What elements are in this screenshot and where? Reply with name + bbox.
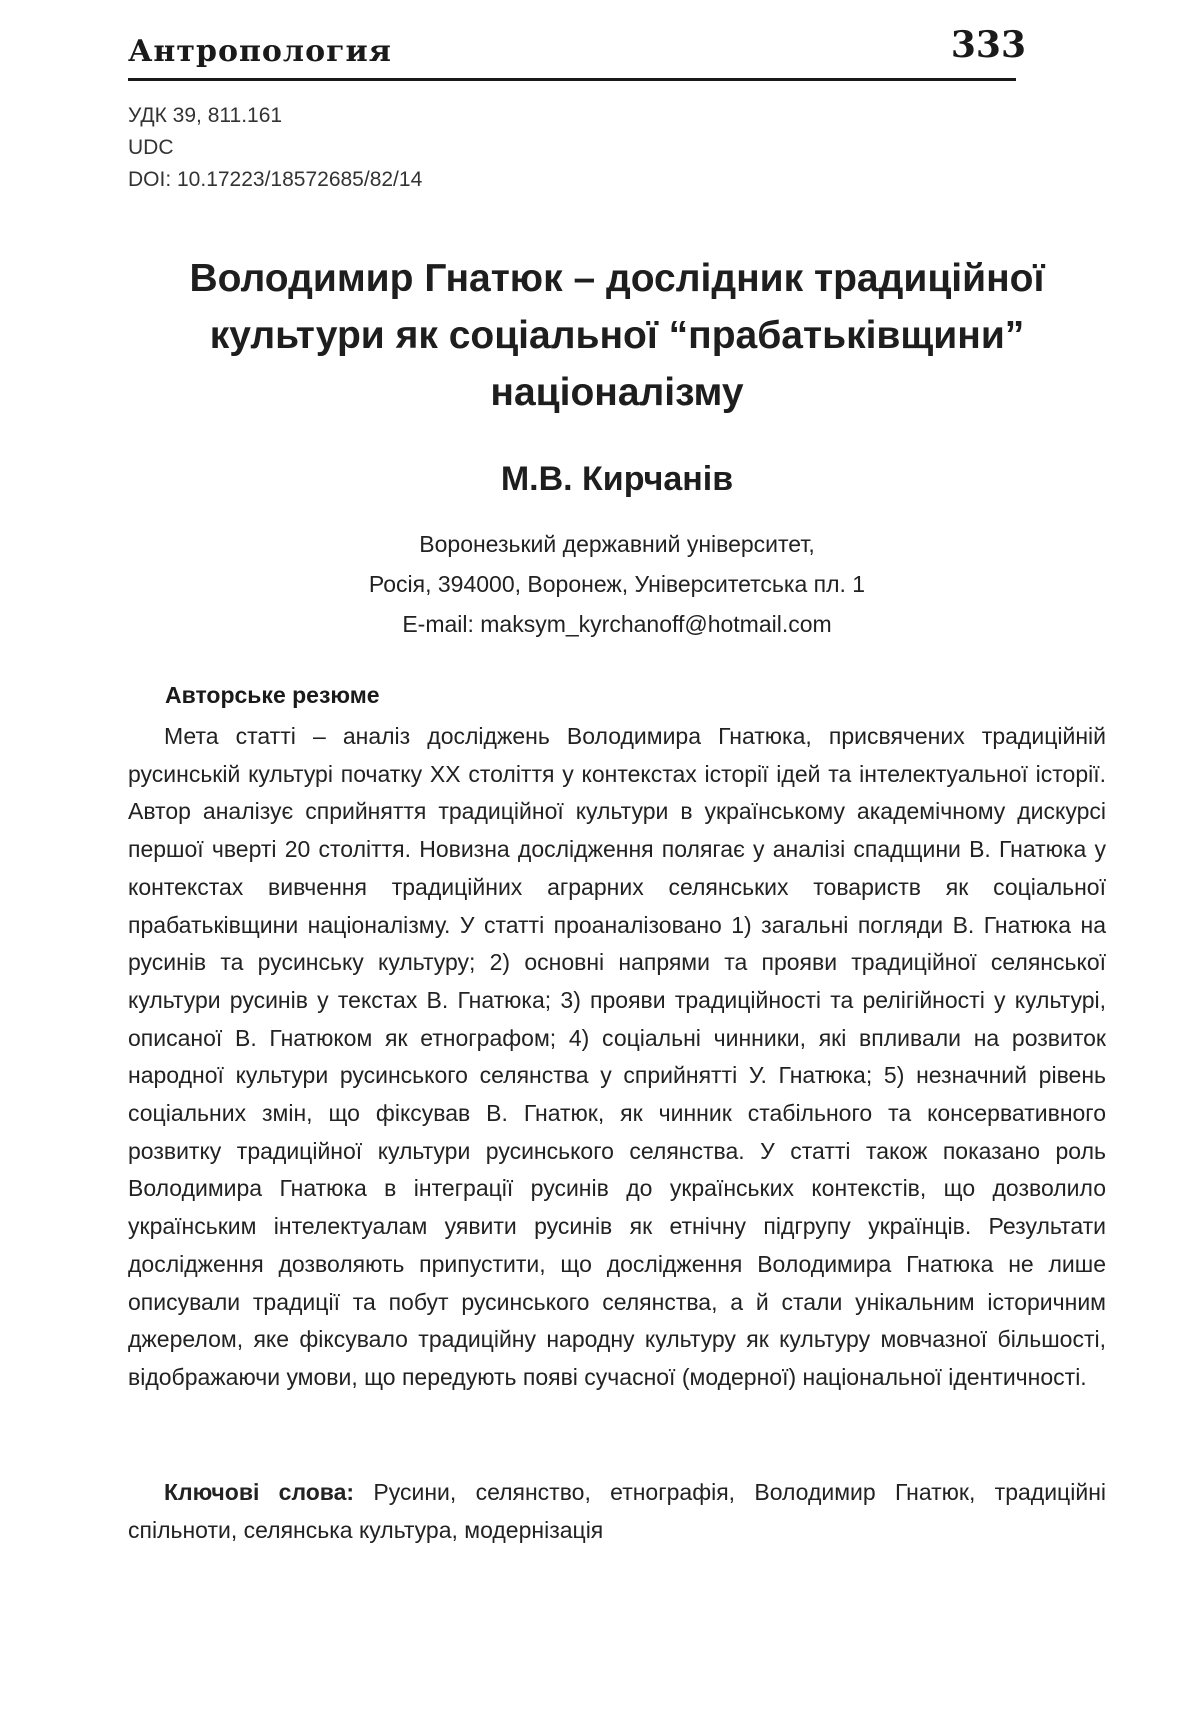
affiliation-institution: Воронезький державний університет, (419, 531, 815, 557)
keywords (128, 1474, 1106, 1549)
abstract-heading: Авторське резюме (165, 682, 380, 708)
udc-code: UDC (128, 136, 174, 159)
keywords-label: Ключові слова: (164, 1479, 355, 1505)
udk-code: УДК 39, 811.161 (128, 104, 283, 127)
article-title: Володимир Гнатюк – дослідник традиційної культури як соціальної “прабатьківщини” націоналізму (189, 257, 1045, 414)
keywords-list: Русини, селянство, етнографія, Володимир Гнатюк, традиційні спільноти, селянська культура, модернізація (128, 1479, 1107, 1543)
header-rule (128, 78, 1016, 81)
running-header (128, 20, 1026, 80)
author-affiliation (128, 524, 1106, 644)
section-title: Антропология (128, 34, 392, 69)
doi: DOI: 10.17223/18572685/82/14 (128, 168, 423, 191)
article-meta (128, 100, 422, 196)
abstract-text: Мета статті – аналіз досліджень Володимира Гнатюка, присвячених традиційній русинській культурі початку XX століття у контекстах історії ідей та інтелектуальної історії. Автор аналізує сприйняття традиційної культури в українському академічному дискурсі першої чверті 20 століття. Новизна дослідження полягає у аналізі спадщини В. Гнатюка у контекстах вивчення традиційних аграрних селянських товариств як соціальної прабатьківщини націоналізму. У статті проаналізовано 1) загальні погляди В. Гнатюка на русинів та русинську культуру; 2) основні напрями та прояви традиційної селянської культури русинів у текстах В. Гнатюка; 3) прояви традиційності та релігійності у культурі, описаної В. Гнатюком як етнографом; 4) соціальні чинники, які впливали на розвиток народної культури русинського селянства у сприйнятті У. Гнатюка; 5) незначний рівень соціальних змін, що фіксував В. Гнатюк, як чинник стабільного та консервативного розвитку традиційної культури русинського селянства. У статті також показано роль Володимира Гнатюка в інтеграції русинів до українських контекстів, що дозволило українським інтелектуалам уявити русинів як етнічну підгрупу українців. Результати дослідження дозволяють припустити, що дослідження Володимира Гнатюка не лише описували традиції та побут русинського селянства, а й стали унікальним історичним джерелом, яке фіксувало традиційну народну культуру як культуру мовчазної більшості, відображаючи умови, що передують появі сучасної (модерної) національної ідентичності. (128, 723, 1106, 1390)
affiliation-email: E-mail: maksym_kyrchanoff@hotmail.com (402, 611, 832, 637)
page-number: 333 (950, 24, 1026, 66)
author-name: М.В. Кирчанів (500, 460, 734, 498)
affiliation-address: Росія, 394000, Воронеж, Університетська пл. 1 (368, 571, 866, 597)
